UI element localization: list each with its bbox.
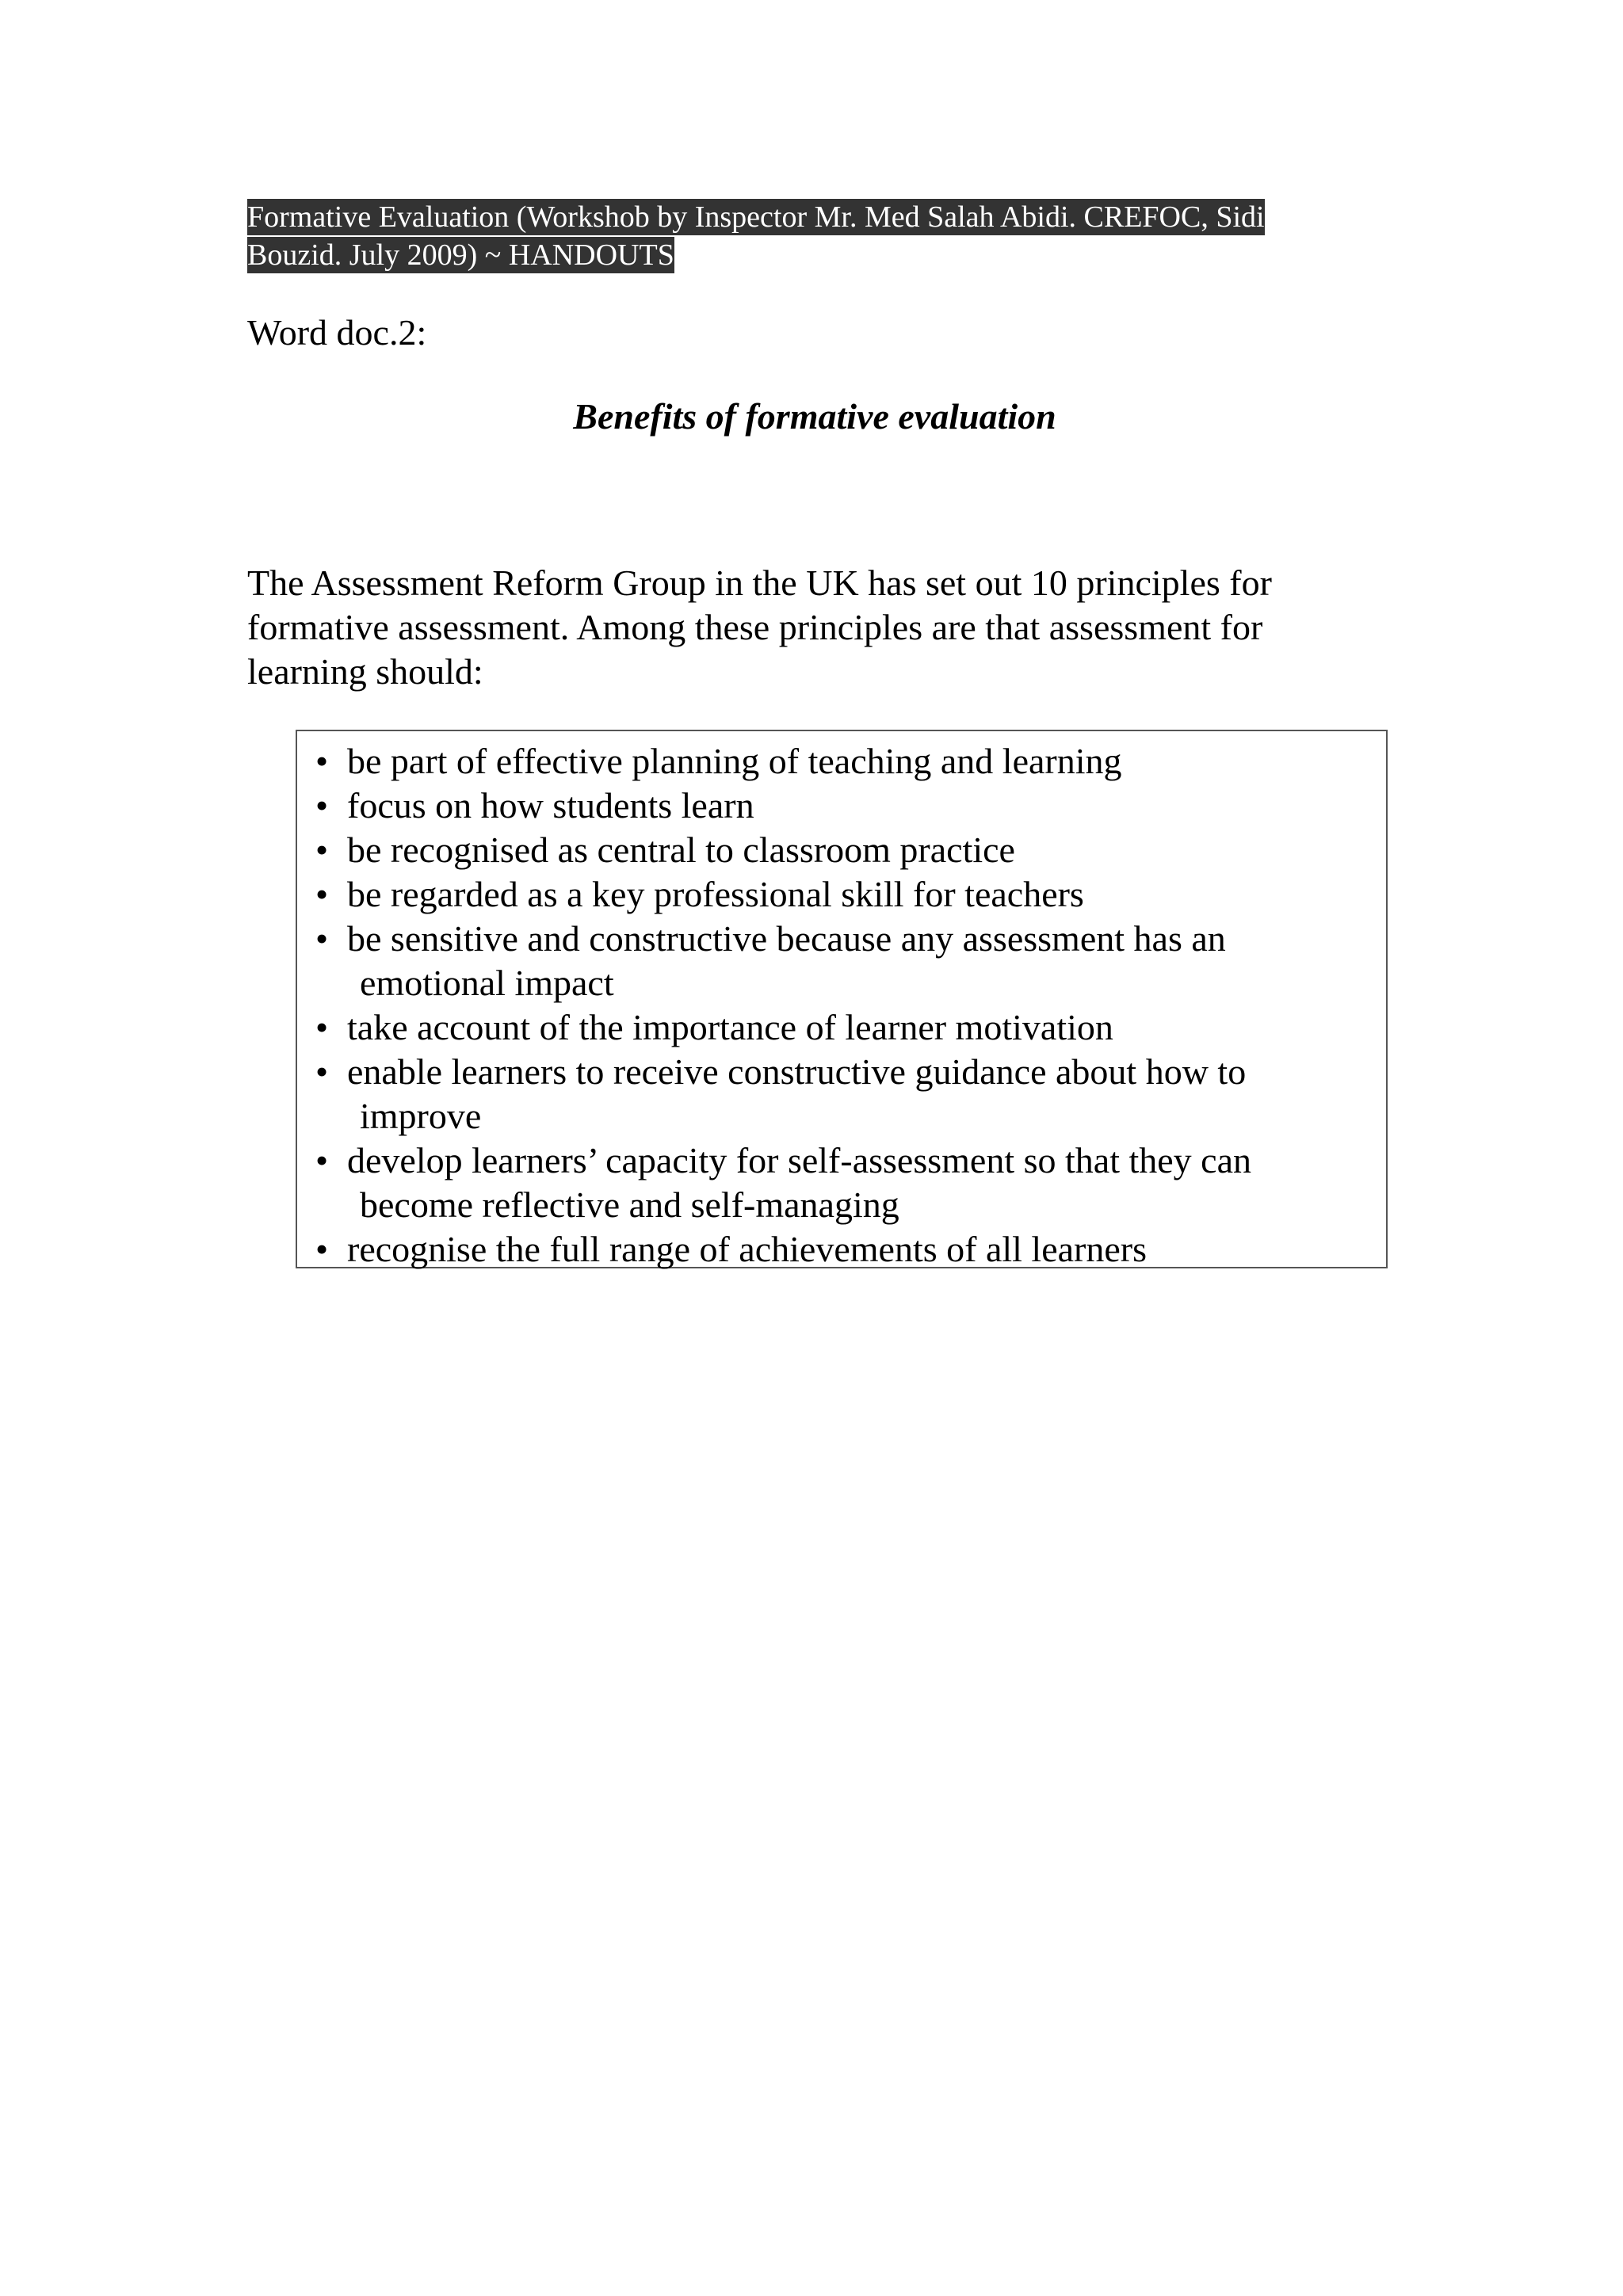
doc-label: Word doc.2: — [247, 312, 427, 353]
intro-line-2: formative assessment. Among these principles are that assessment for — [247, 607, 1263, 647]
list-item — [297, 917, 1386, 1005]
document-header — [247, 198, 1366, 274]
list-item-text: enable learners to receive constructive guidance about how to — [347, 1051, 1247, 1092]
intro-line-3: learning should: — [247, 651, 483, 692]
list-item — [297, 784, 1386, 828]
list-item — [297, 1050, 1386, 1138]
principles-box — [296, 730, 1388, 1268]
bullet-icon: • — [315, 1051, 329, 1092]
header-line-2: Bouzid. July 2009) ~ HANDOUTS — [247, 238, 674, 272]
list-item-text: focus on how students learn — [347, 785, 754, 826]
list-item-continuation: become reflective and self-managing — [360, 1184, 899, 1225]
list-item-text: develop learners’ capacity for self-assessment so that they can — [347, 1140, 1252, 1180]
bullet-icon: • — [315, 830, 329, 870]
list-item-text: take account of the importance of learner motivation — [347, 1007, 1113, 1047]
list-item — [297, 1227, 1386, 1272]
list-item-text: be regarded as a key professional skill for teachers — [347, 874, 1084, 914]
list-item-text: be recognised as central to classroom practice — [347, 830, 1015, 870]
principles-list — [297, 739, 1386, 1272]
page-title: Benefits of formative evaluation — [573, 396, 1056, 437]
bullet-icon: • — [315, 874, 329, 914]
list-item — [297, 872, 1386, 917]
bullet-icon: • — [315, 1140, 329, 1180]
list-item-continuation: improve — [360, 1096, 482, 1136]
list-item — [297, 828, 1386, 872]
bullet-icon: • — [315, 1007, 329, 1047]
bullet-icon: • — [315, 1229, 329, 1269]
list-item-text: recognise the full range of achievements of all learners — [347, 1229, 1147, 1269]
list-item-text: be part of effective planning of teaching and learning — [347, 741, 1122, 781]
list-item — [297, 1005, 1386, 1050]
list-item-text: be sensitive and constructive because any assessment has an — [347, 918, 1226, 959]
list-item-continuation: emotional impact — [360, 963, 614, 1003]
list-item — [297, 1138, 1386, 1227]
bullet-icon: • — [315, 785, 329, 826]
intro-line-1: The Assessment Reform Group in the UK has set out 10 principles for — [247, 563, 1272, 603]
header-line-1: Formative Evaluation (Workshob by Inspector Mr. Med Salah Abidi. CREFOC, Sidi — [247, 200, 1265, 234]
bullet-icon: • — [315, 741, 329, 781]
list-item — [297, 739, 1386, 784]
bullet-icon: • — [315, 918, 329, 959]
intro-paragraph — [247, 561, 1373, 694]
